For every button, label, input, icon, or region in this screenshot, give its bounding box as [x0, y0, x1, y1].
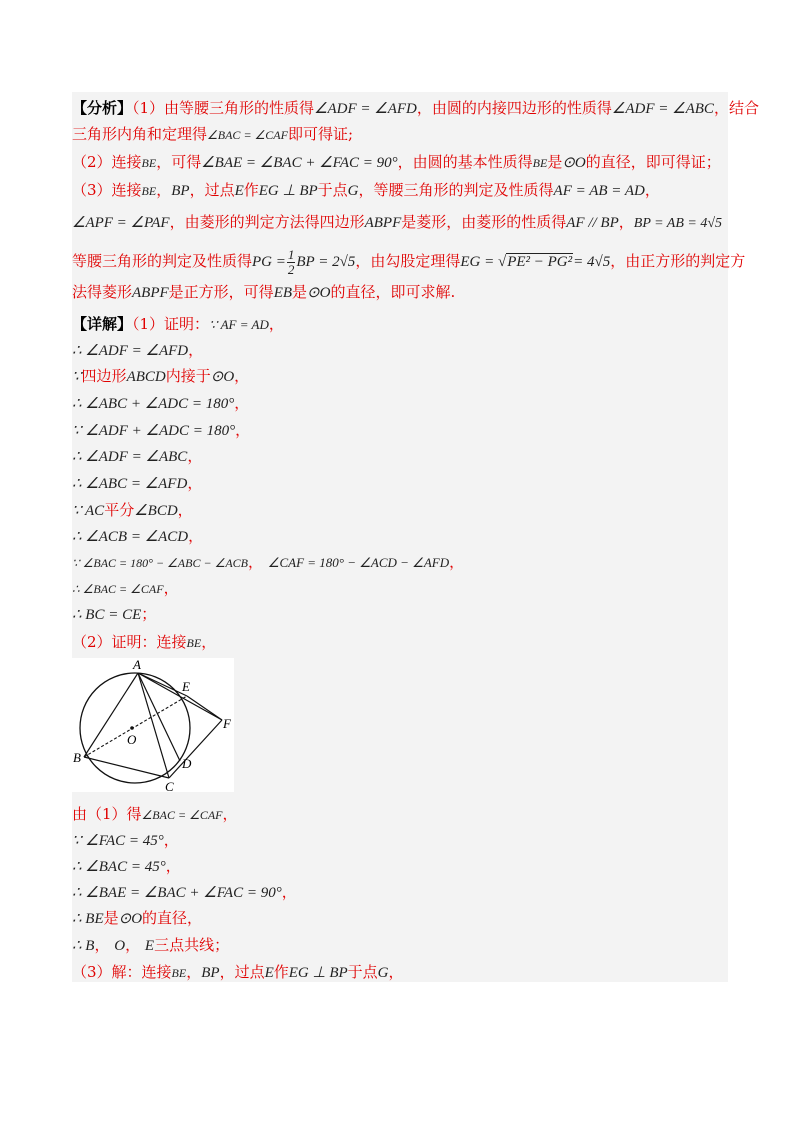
analysis-line-4: （3）连接BE，BP，过点E作EG ⊥ BP于点G，等腰三角形的判定及性质得AF = AB = AD， — [72, 181, 660, 199]
detail-line-13: （2）证明：连接BE， — [72, 633, 217, 651]
analysis-line-5: ∠APF = ∠PAF，由菱形的判定方法得四边形ABPF是菱形，由菱形的性质得AF // BP，BP = AB = 4√5 — [72, 213, 723, 231]
detail-line-8: ∵ AC平分∠BCD， — [72, 501, 193, 519]
segment-be-dashed — [84, 696, 187, 757]
label-b: B — [73, 750, 81, 765]
fraction-one-half: $\frac{1}{2}$ — [287, 246, 295, 277]
detail-label: 【详解】 — [72, 315, 133, 333]
detail-line-17: ∴ ∠BAE = ∠BAC + ∠FAC = 90°， — [72, 883, 297, 901]
label-f: F — [223, 716, 231, 731]
analysis-label: 【分析】 — [72, 99, 133, 117]
analysis-line-1: 【分析】（1）由等腰三角形的性质得∠ADF = ∠AFD，由圆的内接四边形的性质得∠ADF = ∠ABC，结合 — [72, 99, 759, 117]
center-point — [130, 726, 134, 730]
analysis-line-3: （2）连接BE，可得∠BAE = ∠BAC + ∠FAC = 90°，由圆的基本性质得BE是⊙O的直径，即可得证； — [72, 153, 721, 171]
analysis-line-7: 法得菱形ABPF是正方形，可得EB是⊙O的直径，即可求解. — [72, 283, 456, 301]
detail-line-12: ∴ BC = CE； — [72, 605, 157, 623]
detail-line-18: ∴ BE是⊙O的直径， — [72, 909, 203, 927]
solution-panel — [72, 92, 759, 982]
label-d: D — [182, 756, 192, 771]
detail-line-10: ∵ ∠BAC = 180° − ∠ABC − ∠ACB， ∠CAF = 180° − ∠ACD − ∠AFD， — [72, 553, 465, 571]
detail-line-2: ∴ ∠ADF = ∠AFD， — [72, 341, 204, 359]
detail-line-15: ∵ ∠FAC = 45°， — [72, 831, 179, 849]
segment-af — [138, 673, 222, 720]
analysis-line-2: 三角形内角和定理得∠BAC = ∠CAF即可得证; — [72, 125, 354, 143]
analysis-line-6: 等腰三角形的判定及性质得PG = $\frac{1}{2}$ BP = 2√5，由勾股定理得EG = √PE² − PG²= 4√5，由正方形的判定方 — [72, 246, 746, 277]
geometry-figure — [72, 658, 234, 792]
detail-line-7: ∴ ∠ABC = ∠AFD， — [72, 474, 203, 492]
detail-line-3: ∵四边形ABCD内接于⊙O， — [72, 367, 250, 385]
segment-ac — [138, 673, 169, 778]
segment-ef — [187, 696, 222, 720]
circle-diagram — [72, 658, 234, 792]
segment-fc — [169, 720, 222, 778]
label-e: E — [182, 679, 190, 694]
label-o: O — [127, 732, 137, 747]
label-a: A — [133, 658, 141, 672]
detail-line-1: 【详解】（1）证明：∵ AF = AD， — [72, 315, 284, 333]
detail-line-16: ∴ ∠BAC = 45°， — [72, 857, 181, 875]
segment-ad — [138, 673, 180, 761]
label-c: C — [165, 779, 174, 792]
detail-line-19: ∴ B， O， E三点共线； — [72, 936, 230, 954]
detail-line-6: ∴ ∠ADF = ∠ABC， — [72, 447, 203, 465]
detail-line-20: （3）解：连接BE，BP，过点E作EG ⊥ BP于点G， — [72, 963, 404, 981]
detail-line-5: ∵ ∠ADF + ∠ADC = 180°， — [72, 421, 251, 439]
detail-line-4: ∴ ∠ABC + ∠ADC = 180°， — [72, 394, 250, 412]
detail-line-11: ∴ ∠BAC = ∠CAF， — [72, 579, 179, 597]
detail-line-9: ∴ ∠ACB = ∠ACD， — [72, 527, 204, 545]
detail-line-14: 由（1）得∠BAC = ∠CAF， — [72, 805, 238, 823]
